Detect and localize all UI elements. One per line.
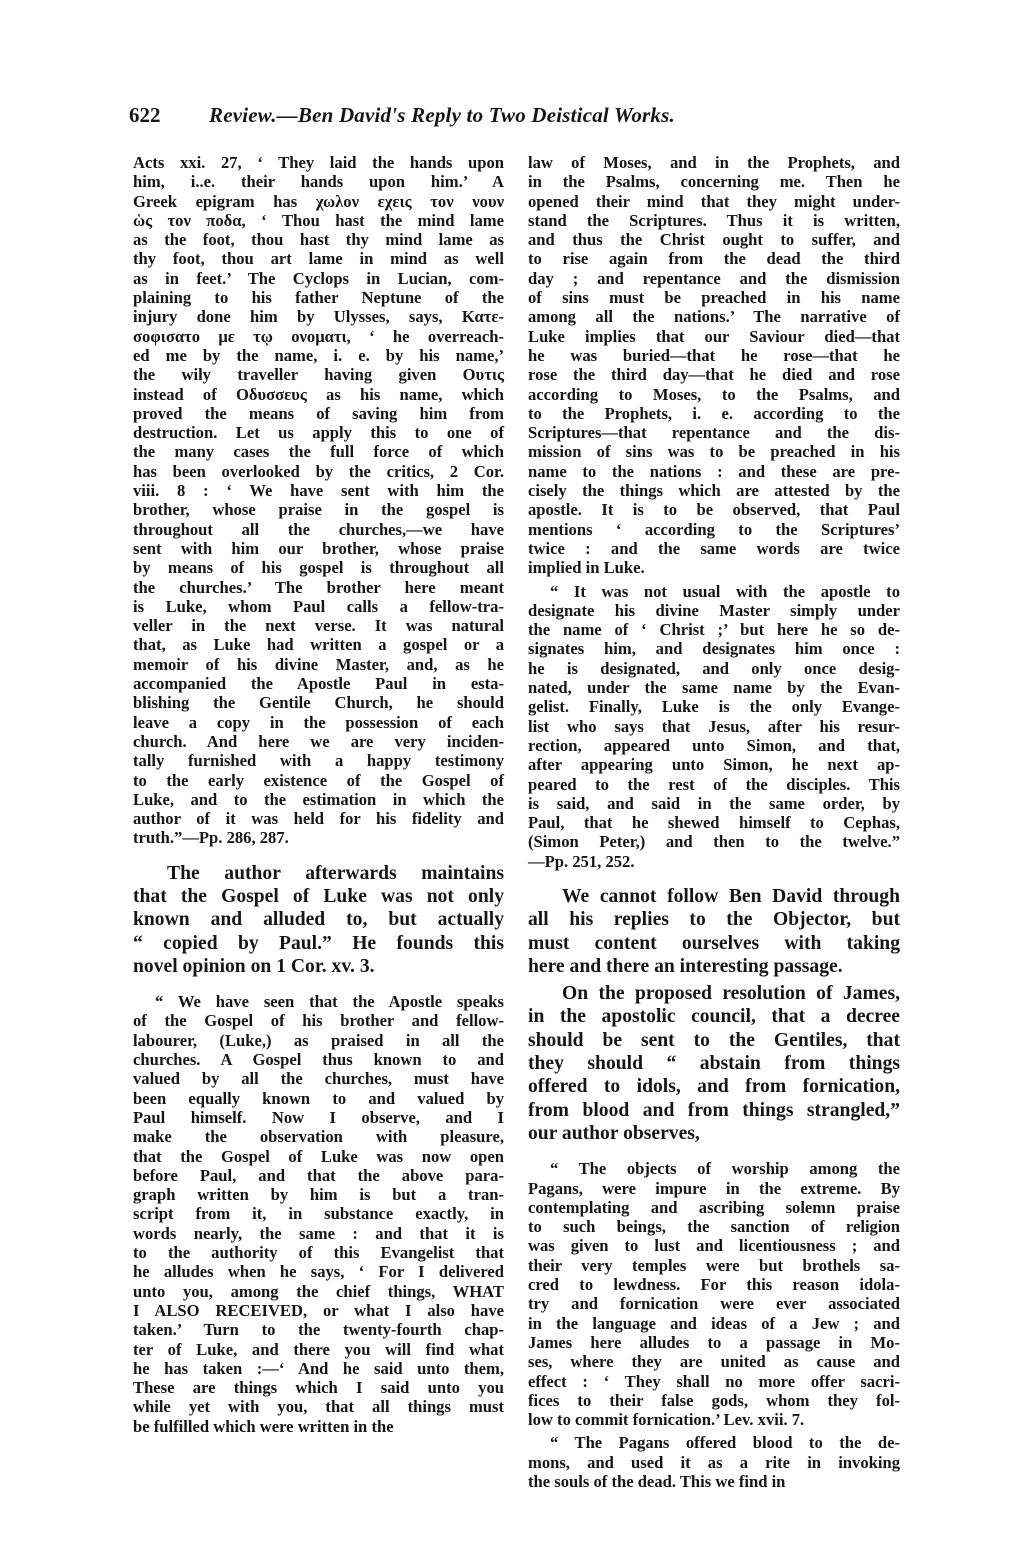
text-line: Pagans, were impure in the extreme. By: [528, 1178, 900, 1198]
text-line: ed me by the name, i. e. by his name,’: [133, 345, 504, 365]
text-line: ter of Luke, and there you will find what: [133, 1339, 504, 1359]
text-line: ses, where they are united as cause and: [528, 1352, 900, 1372]
text-line: taken.’ Turn to the twenty-fourth chap-: [133, 1320, 504, 1340]
text-line: On the proposed resolution of James,: [562, 983, 900, 1005]
text-line: unto you, among the chief things, WHAT: [133, 1281, 504, 1301]
text-line: —Pp. 251, 252.: [528, 851, 635, 871]
text-line: day ; and repentance and the dismission: [528, 268, 900, 288]
text-line: all his replies to the Objector, but: [528, 909, 900, 931]
text-line: before Paul, and that the above para-: [133, 1165, 504, 1185]
text-line: make the observation with pleasure,: [133, 1127, 504, 1147]
text-line: and thus the Christ ought to suffer, and: [528, 230, 900, 250]
text-line: blishing the Gentile Church, he should: [133, 693, 504, 713]
text-line: among all the nations.’ The narrative of: [528, 307, 900, 327]
text-line: author of it was held for his fidelity and: [133, 809, 504, 829]
text-line: words nearly, the same : and that it is: [133, 1223, 504, 1243]
text-line: as in feet.’ The Cyclops in Lucian, com-: [133, 268, 504, 288]
text-line: has been overlooked by the critics, 2 Cor.: [133, 461, 504, 481]
text-line: effect : ‘ They shall no more offer sacri-: [528, 1371, 900, 1391]
text-line: We cannot follow Ben David through: [562, 885, 900, 907]
page-number: 622: [129, 103, 161, 127]
text-line: Paul, that he shewed himself to Cephas,: [528, 813, 900, 833]
text-line: from blood and from things strangled,”: [528, 1099, 900, 1121]
text-line: while yet with you, that all things must: [133, 1397, 504, 1417]
text-line: been equally known to and valued by: [133, 1088, 504, 1108]
text-line: proved the means of saving him from: [133, 403, 504, 423]
text-line: cisely the things which are attested by the: [528, 481, 900, 501]
text-line: rose the third day—that he died and rose: [528, 365, 900, 385]
text-line: the wily traveller having given Ουτις: [133, 365, 504, 385]
text-line: valued by all the churches, must have: [133, 1069, 504, 1089]
text-line: he has taken :—‘ And he said unto them,: [133, 1358, 504, 1378]
text-line: These are things which I said unto you: [133, 1378, 504, 1398]
text-line: the many cases the full force of which: [133, 442, 504, 462]
text-line: to the Prophets, i. e. according to the: [528, 403, 900, 423]
text-line: that the Gospel of Luke was now open: [133, 1146, 504, 1166]
text-line: instead of Οδυσσευς as his name, which: [133, 384, 504, 404]
text-line: mission of sins was to be preached in his: [528, 442, 900, 462]
text-line: he alludes when he says, ‘ For I delivered: [133, 1262, 504, 1282]
left-column: [133, 153, 504, 1436]
text-line: signates him, and designates him once :: [528, 639, 900, 659]
paragraph-objects-of-worship: [528, 1159, 900, 1429]
text-line: the souls of the dead. This we find in: [528, 1472, 786, 1491]
text-line: was given to lust and licentiousness ; and: [528, 1236, 900, 1256]
text-line: here and there an interesting passage.: [528, 955, 843, 977]
paragraph-apostle-designate: [528, 582, 900, 871]
text-line: graph written by him is but a tran-: [133, 1185, 504, 1205]
text-line: churches. A Gospel thus known to and: [133, 1050, 504, 1070]
text-line: peared to the rest of the disciples. This: [528, 774, 900, 794]
paragraph-quote-continuation: [133, 153, 504, 848]
text-line: that, as Luke had written a gospel or a: [133, 635, 504, 655]
text-line: him, i..e. their hands upon him.’ A: [133, 172, 504, 192]
text-line: Greek epigram has χωλον εχεις τον νουν: [133, 191, 504, 211]
text-line: after appearing unto Simon, he next ap-: [528, 755, 900, 775]
text-line: must content ourselves with taking: [528, 932, 900, 954]
text-line: to such beings, the sanction of religion: [528, 1217, 900, 1237]
text-line: Scriptures—that repentance and the dis-: [528, 423, 900, 443]
text-line: leave a copy in the possession of each: [133, 712, 504, 732]
text-line: is Luke, whom Paul calls a fellow-tra-: [133, 596, 504, 616]
text-line: name to the nations : and these are pre-: [528, 461, 900, 481]
text-line: tally furnished with a happy testimony: [133, 751, 504, 771]
text-line: apostle. It is to be observed, that Paul: [528, 500, 900, 520]
text-line: labourer, (Luke,) as praised in all the: [133, 1030, 504, 1050]
text-line: the name of ‘ Christ ;’ but here he so de-: [528, 620, 900, 640]
text-line: according to Moses, to the Psalms, and: [528, 384, 900, 404]
text-line: the churches.’ The brother here meant: [133, 577, 504, 597]
text-line: nated, under the same name by the Evan-: [528, 678, 900, 698]
text-line: as the foot, thou hast thy mind lame as: [133, 230, 504, 250]
text-line: throughout all the churches,—we have: [133, 519, 504, 539]
text-line: gelist. Finally, Luke is the only Evange-: [528, 697, 900, 717]
running-header: [129, 103, 919, 133]
paragraph-block-quote: [133, 992, 504, 1436]
text-line: James here alludes to a passage in Mo-: [528, 1332, 900, 1352]
text-line: law of Moses, and in the Prophets, and: [528, 153, 900, 172]
text-line: list who says that Jesus, after his resur-: [528, 716, 900, 736]
text-line: twice : and the same words are twice: [528, 538, 900, 558]
text-line: σοφισατο με τῳ ονοματι, ‘ he overreach-: [133, 326, 504, 346]
text-line: “ It was not usual with the apostle to: [550, 581, 900, 601]
text-line: in the language and ideas of a Jew ; and: [528, 1313, 900, 1333]
paragraph-luke-continuation: [528, 153, 900, 578]
running-title: Review.—Ben David's Reply to Two Deistical Works.: [209, 103, 675, 127]
text-line: cred to lewdness. For this reason idola-: [528, 1275, 900, 1295]
text-line: ὡς τον ποδα, ‘ Thou hast the mind lame: [133, 210, 504, 230]
paragraph-resolution-of-james: [528, 982, 900, 1145]
text-line: brother, whose praise in the gospel is: [133, 500, 504, 520]
text-line: of sins must be preached in his name: [528, 288, 900, 308]
text-line: thy foot, thou art lame in mind as well: [133, 249, 504, 269]
text-line: stand the Scriptures. Thus it is written,: [528, 210, 900, 230]
text-line: “ We have seen that the Apostle speaks: [155, 992, 504, 1012]
text-line: “ The Pagans offered blood to the de-: [550, 1433, 900, 1453]
text-line: implied in Luke.: [528, 558, 645, 578]
text-line: sent with him our brother, whose praise: [133, 538, 504, 558]
text-line: of the Gospel of his brother and fellow-: [133, 1011, 504, 1031]
text-line: they should “ abstain from things: [528, 1053, 900, 1075]
text-line: offered to idols, and from fornication,: [528, 1076, 900, 1098]
text-line: known and alluded to, but actually: [133, 909, 504, 931]
text-line: should be sent to the Gentiles, that: [528, 1029, 900, 1051]
text-line: Paul himself. Now I observe, and I: [133, 1107, 504, 1127]
text-line: designate his divine Master simply under: [528, 600, 900, 620]
text-line: is said, and said in the same order, by: [528, 793, 900, 813]
text-line: to rise again from the dead the third: [528, 249, 900, 269]
text-line: viii. 8 : ‘ We have sent with him the: [133, 481, 504, 501]
text-line: novel opinion on 1 Cor. xv. 3.: [133, 955, 375, 977]
text-line: contemplating and ascribing solemn praise: [528, 1197, 900, 1217]
text-line: by means of his gospel is throughout all: [133, 558, 504, 578]
right-column: [528, 153, 900, 1491]
paragraph-cannot-follow: [528, 885, 900, 978]
text-line: to the authority of this Evangelist that: [133, 1243, 504, 1263]
text-line: he was buried—that he rose—that he: [528, 345, 900, 365]
text-line: memoir of his divine Master, and, as he: [133, 654, 504, 674]
text-line: rection, appeared unto Simon, and that,: [528, 735, 900, 755]
text-line: “ The objects of worship among the: [550, 1159, 900, 1179]
text-line: fices to their false gods, whom they fol-: [528, 1390, 900, 1410]
text-line: Luke implies that our Saviour died—that: [528, 326, 900, 346]
text-line: church. And here we are very inciden-: [133, 731, 504, 751]
text-line: “ copied by Paul.” He founds this: [133, 932, 504, 954]
text-line: plaining to his father Neptune of the: [133, 288, 504, 308]
text-line: he is designated, and only once desig-: [528, 658, 900, 678]
text-line: (Simon Peter,) and then to the twelve.”: [528, 832, 900, 852]
text-line: veller in the next verse. It was natural: [133, 616, 504, 636]
text-line: their very temples were but brothels sa-: [528, 1255, 900, 1275]
text-line: opened their mind that they might under-: [528, 191, 900, 211]
text-line: Acts xxi. 27, ‘ They laid the hands upon: [133, 153, 504, 172]
text-line: accompanied the Apostle Paul in esta-: [133, 674, 504, 694]
text-line: to the early existence of the Gospel of: [133, 770, 504, 790]
text-line: injury done him by Ulysses, says, Κατε-: [133, 307, 504, 327]
text-line: in the apostolic council, that a decree: [528, 1006, 900, 1028]
paragraph-author-maintains: [133, 862, 504, 978]
paragraph-pagans-offered-blood: [528, 1433, 900, 1491]
text-line: Luke, and to the estimation in which the: [133, 789, 504, 809]
text-line: destruction. Let us apply this to one of: [133, 423, 504, 443]
text-line: be fulfilled which were written in the: [133, 1416, 394, 1436]
text-line: our author observes,: [528, 1122, 700, 1144]
text-line: that the Gospel of Luke was not only: [133, 885, 504, 907]
text-line: The author afterwards maintains: [167, 862, 504, 884]
text-line: I ALSO RECEIVED, or what I also have: [133, 1300, 504, 1320]
text-line: truth.”—Pp. 286, 287.: [133, 828, 289, 848]
text-line: in the Psalms, concerning me. Then he: [528, 172, 900, 192]
text-line: low to commit fornication.’ Lev. xvii. 7.: [528, 1410, 805, 1430]
text-line: script from it, in substance exactly, in: [133, 1204, 504, 1224]
text-line: mons, and used it as a rite in invoking: [528, 1452, 900, 1472]
text-line: mentions ‘ according to the Scriptures’: [528, 519, 900, 539]
text-line: try and fornication were ever associated: [528, 1294, 900, 1314]
